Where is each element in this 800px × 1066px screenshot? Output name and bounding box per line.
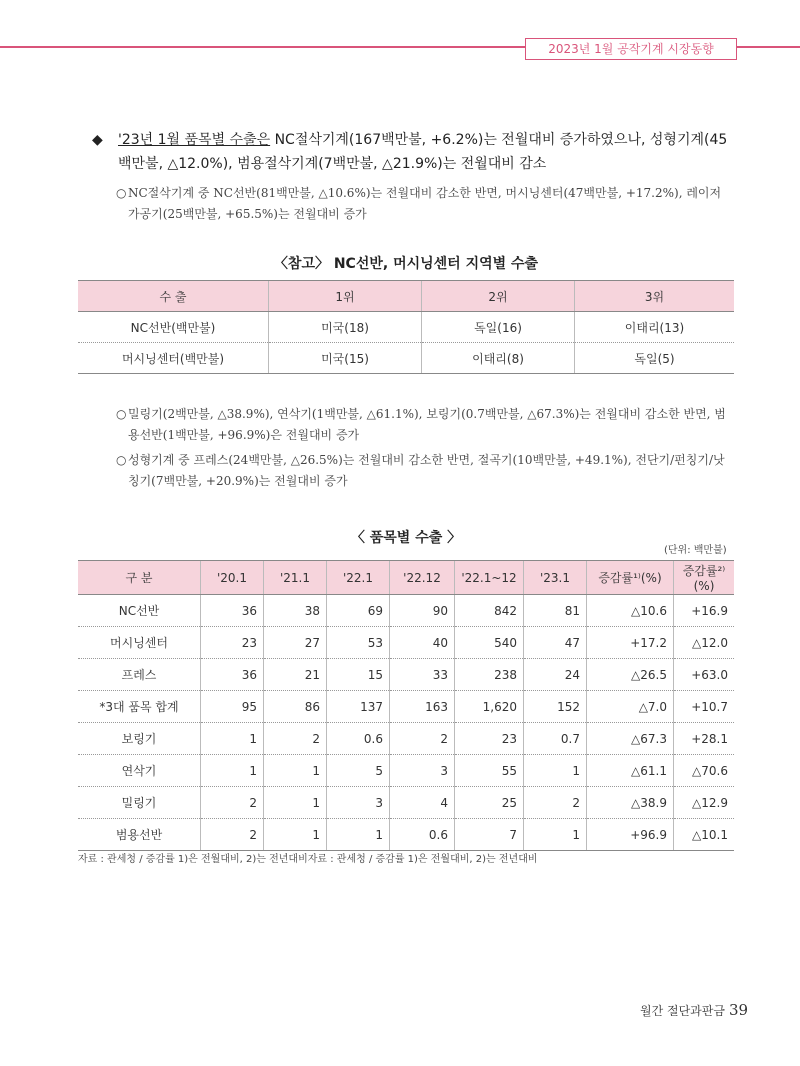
table2-cell: 1: [201, 755, 264, 787]
table-row: [78, 312, 734, 343]
table2-cell: 0.6: [390, 819, 455, 851]
table2-header: '22.1: [327, 561, 390, 595]
table2-cell: +10.7: [674, 691, 735, 723]
table2-cell: 86: [264, 691, 327, 723]
table2-cell: 1: [264, 787, 327, 819]
sub-bullet-3-text: 성형기계 중 프레스(24백만불, △26.5%)는 전월대비 감소한 반면, 절곡기(10백만불, +49.1%), 전단기/펀칭기/낫칭기(7백만불, +20.9%)는 전월대비 증가: [128, 453, 725, 488]
table2-cell: △61.1: [587, 755, 674, 787]
region-export-table: [78, 280, 734, 374]
table2-cell: 1: [201, 723, 264, 755]
table2-cell: 23: [455, 723, 524, 755]
unit-label: (단위: 백만불): [664, 545, 727, 556]
table-row: [78, 755, 734, 787]
table2-cell: 1,620: [455, 691, 524, 723]
table2-cell: 범용선반: [78, 819, 201, 851]
table2-cell: △70.6: [674, 755, 735, 787]
table2-cell: 55: [455, 755, 524, 787]
table-row: [78, 595, 734, 627]
magazine-name: 월간 절단과판금: [640, 1004, 725, 1018]
sub-bullet-2: [116, 404, 732, 446]
table2-header: 증감률¹⁾(%): [587, 561, 674, 595]
table2-cell: 0.7: [524, 723, 587, 755]
table-row: [78, 819, 734, 851]
table2-cell: +28.1: [674, 723, 735, 755]
table2-cell: 95: [201, 691, 264, 723]
page-number: 39: [728, 1001, 749, 1019]
table1-cell: 이태리(13): [575, 312, 735, 343]
table2-header: '22.1~12: [455, 561, 524, 595]
table2-cell: +16.9: [674, 595, 735, 627]
table2-cell: 137: [327, 691, 390, 723]
table2-cell: 163: [390, 691, 455, 723]
table1-cell: 미국(15): [269, 343, 422, 374]
table2-cell: 1: [264, 755, 327, 787]
table2-header: 구 분: [78, 561, 201, 595]
main-bullet: [92, 128, 736, 176]
table2-cell: 90: [390, 595, 455, 627]
sub-bullet-1-text: NC절삭기계 중 NC선반(81백만불, △10.6%)는 전월대비 감소한 반면, 머시닝센터(47백만불, +17.2%), 레이저가공기(25백만불, +65.5%)는 전월대비 증가: [128, 186, 722, 221]
table2-cell: *3대 품목 합계: [78, 691, 201, 723]
table1-header: 3위: [575, 281, 735, 312]
table2-cell: 2: [524, 787, 587, 819]
table2-cell: 3: [390, 755, 455, 787]
table2-cell: 21: [264, 659, 327, 691]
bullet-lead: '23년 1월 품목별 수출은: [118, 132, 271, 148]
table2-header: '20.1: [201, 561, 264, 595]
bullet-text: NC절삭기계(167백만불, +6.2%)는 전월대비 증가하였으나, 성형기계(45백만불, △12.0%), 범용절삭기계(7백만불, △21.9%)는 전월대비 감소: [118, 132, 728, 172]
table2-cell: △10.1: [674, 819, 735, 851]
table2-cell: 프레스: [78, 659, 201, 691]
sub-bullet-1: [116, 183, 732, 225]
table2-cell: 1: [524, 755, 587, 787]
table2-cell: +96.9: [587, 819, 674, 851]
table2-cell: NC선반: [78, 595, 201, 627]
table2-header: 증감률²⁾(%): [674, 561, 735, 595]
table2-cell: 38: [264, 595, 327, 627]
table2-cell: +17.2: [587, 627, 674, 659]
table1-cell: 독일(16): [422, 312, 575, 343]
table1-header: 수 출: [78, 281, 269, 312]
table2-cell: 7: [455, 819, 524, 851]
table2-title: 〈 품목별 수출 〉: [350, 530, 462, 546]
table2-cell: 53: [327, 627, 390, 659]
table2-cell: △12.9: [674, 787, 735, 819]
table2-cell: 2: [201, 787, 264, 819]
circle-icon: ○: [116, 407, 127, 421]
table2-header: '23.1: [524, 561, 587, 595]
table2-cell: 2: [201, 819, 264, 851]
table2-cell: 40: [390, 627, 455, 659]
table2-cell: 연삭기: [78, 755, 201, 787]
table2-cell: 머시닝센터: [78, 627, 201, 659]
circle-icon: ○: [116, 453, 127, 467]
table2-cell: 4: [390, 787, 455, 819]
table2-cell: △10.6: [587, 595, 674, 627]
table2-cell: 36: [201, 595, 264, 627]
table2-cell: 47: [524, 627, 587, 659]
item-export-table: [78, 560, 734, 851]
table2-cell: 2: [390, 723, 455, 755]
table2-cell: 238: [455, 659, 524, 691]
table-row: [78, 723, 734, 755]
table2-cell: 0.6: [327, 723, 390, 755]
table2-header: '21.1: [264, 561, 327, 595]
table2-cell: 27: [264, 627, 327, 659]
table-row: [78, 627, 734, 659]
table2-cell: 3: [327, 787, 390, 819]
table2-cell: 152: [524, 691, 587, 723]
table1-cell: 이태리(8): [422, 343, 575, 374]
table2-cell: 24: [524, 659, 587, 691]
table2-cell: 보링기: [78, 723, 201, 755]
table1-cell: 머시닝센터(백만불): [78, 343, 269, 374]
table1-cell: NC선반(백만불): [78, 312, 269, 343]
circle-icon: ○: [116, 186, 127, 200]
source-note: 자료 : 관세청 / 증감률 1)은 전월대비, 2)는 전년대비자료 : 관세청 / 증감률 1)은 전월대비, 2)는 전년대비: [78, 854, 538, 865]
table2-cell: 2: [264, 723, 327, 755]
table-row: [78, 343, 734, 374]
table1-cell: 독일(5): [575, 343, 735, 374]
table2-cell: △38.9: [587, 787, 674, 819]
table1-header: 1위: [269, 281, 422, 312]
sub-bullet-3: [116, 450, 732, 492]
table2-cell: 36: [201, 659, 264, 691]
table2-cell: 밀링기: [78, 787, 201, 819]
table2-cell: △67.3: [587, 723, 674, 755]
table2-cell: 842: [455, 595, 524, 627]
table1-cell: 미국(18): [269, 312, 422, 343]
table2-cell: △7.0: [587, 691, 674, 723]
table2-cell: +63.0: [674, 659, 735, 691]
table-row: [78, 691, 734, 723]
table-row: [78, 787, 734, 819]
table1-title: 〈참고〉 NC선반, 머시닝센터 지역별 수출: [273, 256, 539, 272]
table2-cell: 5: [327, 755, 390, 787]
table2-header: '22.12: [390, 561, 455, 595]
table2-cell: 540: [455, 627, 524, 659]
table2-cell: 23: [201, 627, 264, 659]
table1-header: 2위: [422, 281, 575, 312]
table-row: [78, 659, 734, 691]
diamond-icon: ◆: [92, 132, 103, 148]
table2-cell: 1: [264, 819, 327, 851]
table2-cell: 25: [455, 787, 524, 819]
header-title: 2023년 1월 공작기계 시장동향: [525, 38, 737, 60]
table2-cell: △12.0: [674, 627, 735, 659]
table2-cell: 81: [524, 595, 587, 627]
sub-bullet-2-text: 밀링기(2백만불, △38.9%), 연삭기(1백만불, △61.1%), 보링기(0.7백만불, △67.3%)는 전월대비 감소한 반면, 범용선반(1백만불, +96.9%)은 전월대비 증가: [128, 407, 726, 442]
table2-cell: 33: [390, 659, 455, 691]
table2-cell: 15: [327, 659, 390, 691]
page-footer: [640, 1001, 748, 1019]
table2-cell: 69: [327, 595, 390, 627]
table2-cell: △26.5: [587, 659, 674, 691]
table2-cell: 1: [524, 819, 587, 851]
table2-cell: 1: [327, 819, 390, 851]
